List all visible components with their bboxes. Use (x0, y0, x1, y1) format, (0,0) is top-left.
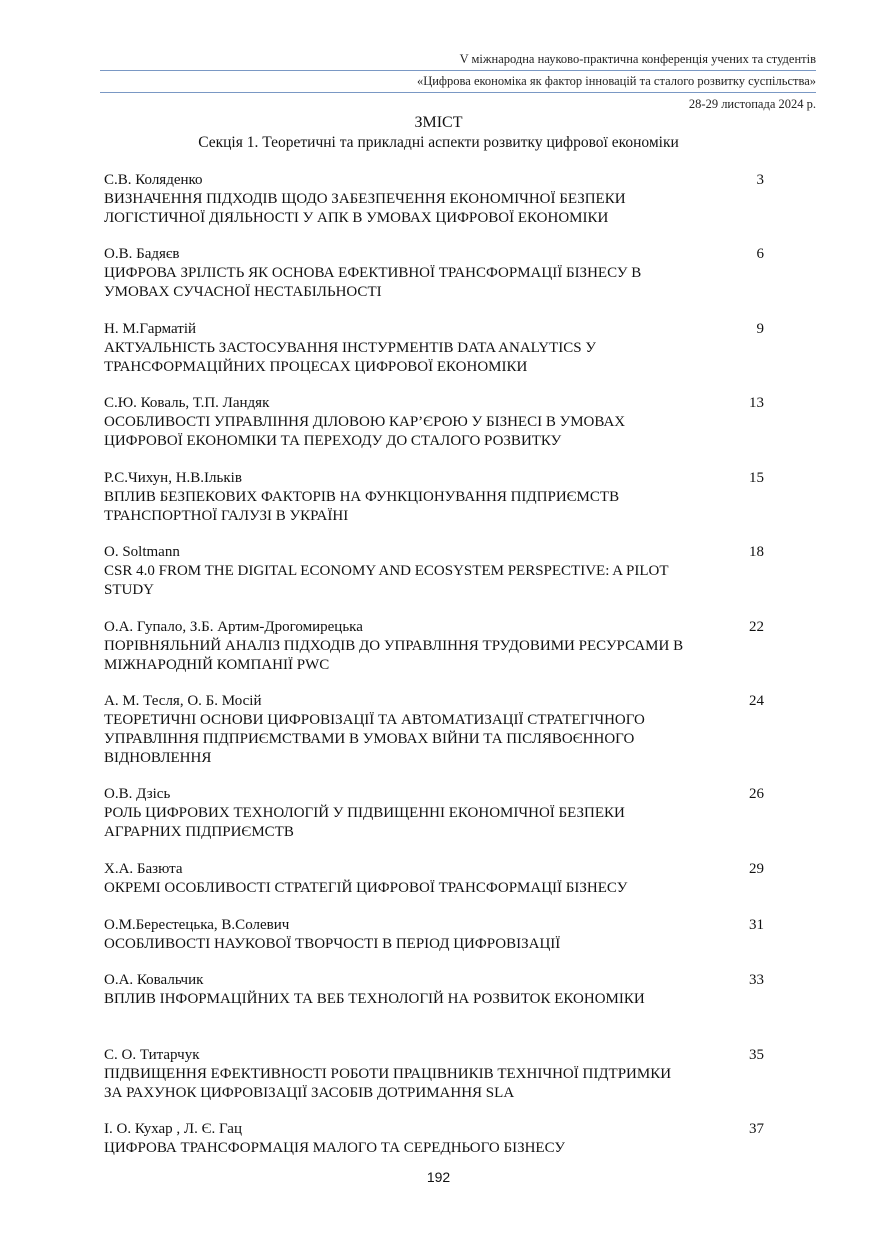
toc-entry[interactable] (104, 171, 772, 228)
entry-page-number: 26 (749, 786, 764, 802)
toc-entry[interactable] (104, 785, 772, 842)
entry-title: ПОРІВНЯЛЬНИЙ АНАЛІЗ ПІДХОДІВ ДО УПРАВЛІННЯ ТРУДОВИМИ РЕСУРСАМИ В МІЖНАРОДНІЙ КОМПАНІЇ PWC (104, 638, 684, 673)
entry-page-number: 15 (749, 470, 764, 486)
entry-page-number: 9 (756, 321, 764, 337)
entry-authors: Н. М.Гарматій (104, 321, 197, 337)
entry-title: ВПЛИВ БЕЗПЕКОВИХ ФАКТОРІВ НА ФУНКЦІОНУВАННЯ ПІДПРИЄМСТВ ТРАНСПОРТНОЇ ГАЛУЗІ В УКРАЇНІ (104, 489, 620, 524)
entry-title: ВИЗНАЧЕННЯ ПІДХОДІВ ЩОДО ЗАБЕЗПЕЧЕННЯ ЕКОНОМІЧНОЇ БЕЗПЕКИ ЛОГІСТИЧНОЇ ДІЯЛЬНОСТІ У АПК В УМОВАХ ЦИФРОВОЇ ЕКОНОМІКИ (104, 191, 626, 226)
entry-page-number: 24 (749, 693, 764, 709)
header-rule (100, 92, 816, 93)
entry-authors: О.М.Берестецька, В.Солевич (104, 917, 290, 933)
entry-title: ТЕОРЕТИЧНІ ОСНОВИ ЦИФРОВІЗАЦІЇ ТА АВТОМАТИЗАЦІЇ СТРАТЕГІЧНОГО УПРАВЛІННЯ ПІДПРИЄМСТВАМИ В УМОВАХ ВІЙНИ ТА ПІСЛЯВОЄННОГО ВІДНОВЛЕННЯ (104, 712, 645, 766)
entry-title: АКТУАЛЬНІСТЬ ЗАСТОСУВАННЯ ІНСТУРМЕНТІВ DATA ANALYTICS У ТРАНСФОРМАЦІЙНИХ ПРОЦЕСАХ ЦИФРОВОЇ ЕКОНОМІКИ (104, 340, 597, 375)
entry-title: ПІДВИЩЕННЯ ЕФЕКТИВНОСТІ РОБОТИ ПРАЦІВНИКІВ ТЕХНІЧНОЇ ПІДТРИМКИ ЗА РАХУНОК ЦИФРОВІЗАЦІЇ ЗАСОБІВ ДОТРИМАННЯ SLA (104, 1066, 672, 1101)
entry-authors: А. М. Тесля, О. Б. Мосій (104, 693, 262, 709)
entry-authors: С.Ю. Коваль, Т.П. Ландяк (104, 395, 270, 411)
toc-entry[interactable] (104, 971, 772, 1009)
entry-page-number: 22 (749, 619, 764, 635)
section-title: Секція 1. Теоретичні та прикладні аспекти розвитку цифрової економіки (198, 134, 679, 151)
entry-authors: О.А. Ковальчик (104, 972, 204, 988)
entry-page-number: 29 (749, 861, 764, 877)
entry-authors: С. О. Титарчук (104, 1047, 200, 1063)
entry-authors: O. Soltmann (104, 544, 180, 560)
header-rule (100, 70, 816, 71)
entry-title: ЦИФРОВА ЗРІЛІСТЬ ЯК ОСНОВА ЕФЕКТИВНОЇ ТРАНСФОРМАЦІЇ БІЗНЕСУ В УМОВАХ СУЧАСНОЇ НЕСТАБІЛЬНОСТІ (104, 265, 642, 300)
entry-authors: О.А. Гупало, З.Б. Артим-Дрогомирецька (104, 619, 363, 635)
entry-title: ОКРЕМІ ОСОБЛИВОСТІ СТРАТЕГІЙ ЦИФРОВОЇ ТРАНСФОРМАЦІЇ БІЗНЕСУ (104, 880, 628, 896)
entry-page-number: 3 (756, 172, 764, 188)
entry-title: РОЛЬ ЦИФРОВИХ ТЕХНОЛОГІЙ У ПІДВИЩЕННІ ЕКОНОМІЧНОЇ БЕЗПЕКИ АГРАРНИХ ПІДПРИЄМСТВ (104, 805, 625, 840)
entry-page-number: 31 (749, 917, 764, 933)
entry-page-number: 13 (749, 395, 764, 411)
entry-page-number: 6 (756, 246, 764, 262)
toc-entry[interactable] (104, 1120, 772, 1158)
entry-authors: О.В. Дзісь (104, 786, 171, 802)
entry-title: ЦИФРОВА ТРАНСФОРМАЦІЯ МАЛОГО ТА СЕРЕДНЬОГО БІЗНЕСУ (104, 1140, 566, 1156)
page-number: 192 (426, 1169, 451, 1185)
conference-name: V міжнародна науково-практична конференція учених та студентів (459, 52, 816, 66)
toc-entry[interactable] (104, 543, 772, 600)
toc-entry[interactable] (104, 469, 772, 526)
toc-entry[interactable] (104, 618, 772, 675)
toc-entry[interactable] (104, 860, 772, 898)
entry-title: ОСОБЛИВОСТІ УПРАВЛІННЯ ДІЛОВОЮ КАР’ЄРОЮ У БІЗНЕСІ В УМОВАХ ЦИФРОВОЇ ЕКОНОМІКИ ТА ПЕРЕХОДУ ДО СТАЛОГО РОЗВИТКУ (104, 414, 626, 449)
toc-entry[interactable] (104, 692, 772, 768)
entry-page-number: 37 (749, 1121, 764, 1137)
toc-title: ЗМІСТ (414, 114, 463, 131)
entry-authors: О.В. Бадяєв (104, 246, 180, 262)
toc-entry[interactable] (104, 245, 772, 302)
entry-title: ОСОБЛИВОСТІ НАУКОВОЇ ТВОРЧОСТІ В ПЕРІОД ЦИФРОВІЗАЦІЇ (104, 936, 561, 952)
entry-authors: І. О. Кухар , Л. Є. Гац (104, 1121, 242, 1137)
toc-entry[interactable] (104, 916, 772, 954)
entry-title: CSR 4.0 FROM THE DIGITAL ECONOMY AND ECOSYSTEM PERSPECTIVE: A PILOT STUDY (104, 563, 669, 598)
entry-page-number: 35 (749, 1047, 764, 1063)
entry-page-number: 33 (749, 972, 764, 988)
table-of-contents (104, 171, 772, 1156)
entry-authors: Х.А. Базюта (104, 861, 183, 877)
entry-authors: С.В. Коляденко (104, 172, 203, 188)
toc-entry[interactable] (104, 1046, 772, 1103)
conference-date: 28-29 листопада 2024 р. (688, 97, 816, 111)
conference-theme: «Цифрова економіка як фактор інновацій та сталого розвитку суспільства» (416, 74, 816, 88)
toc-entry[interactable] (104, 320, 772, 377)
toc-entry[interactable] (104, 394, 772, 451)
entry-title: ВПЛИВ ІНФОРМАЦІЙНИХ ТА ВЕБ ТЕХНОЛОГІЙ НА РОЗВИТОК ЕКОНОМІКИ (104, 991, 645, 1007)
entry-page-number: 18 (749, 544, 764, 560)
entry-authors: Р.С.Чихун, Н.В.Ільків (104, 470, 242, 486)
